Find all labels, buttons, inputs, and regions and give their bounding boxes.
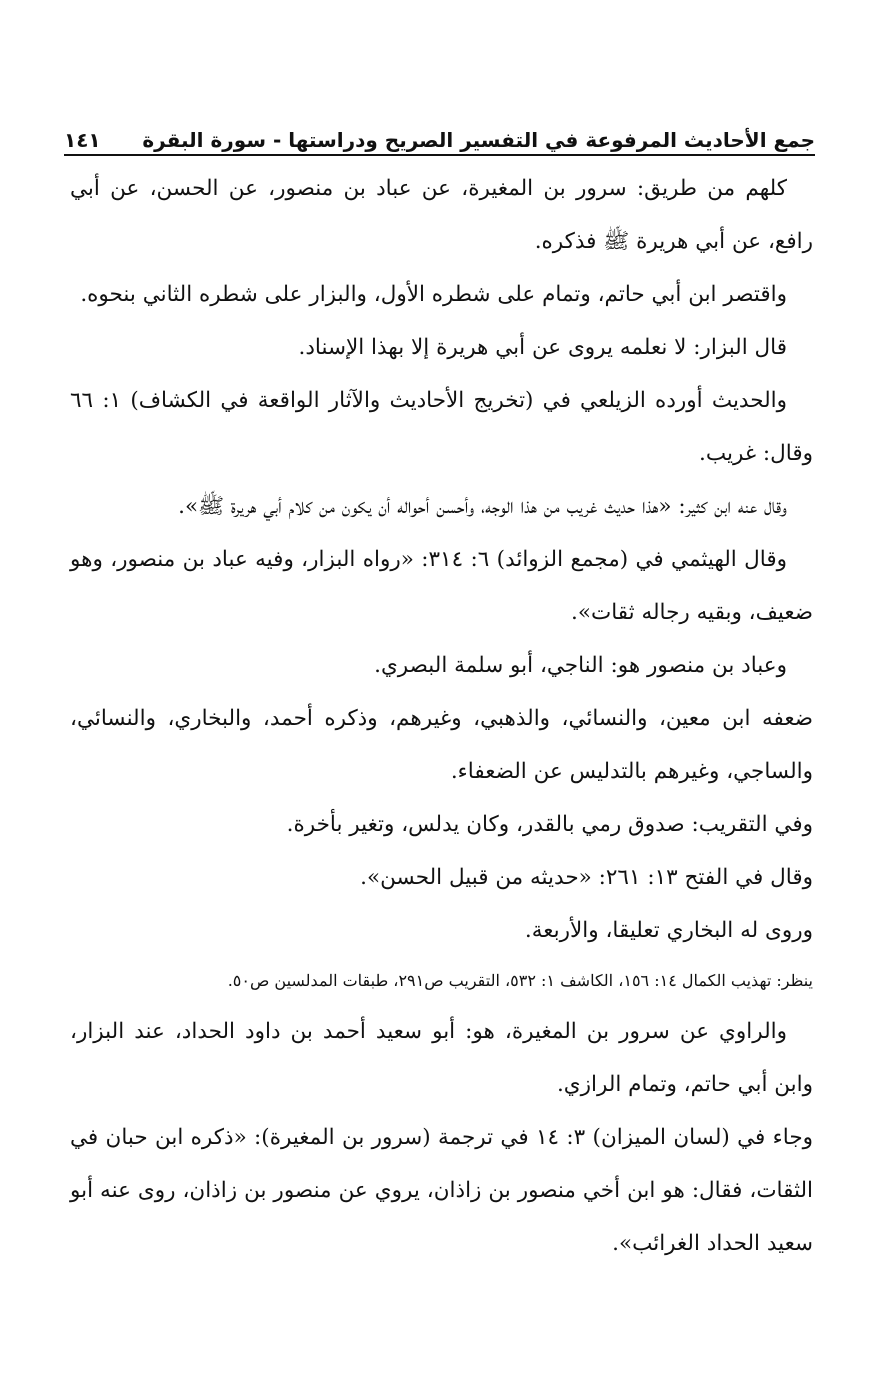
paragraph: والراوي عن سرور بن المغيرة، هو: أبو سعيد أحمد بن داود الحداد، عند البزار، وابن أبي حاتم، وتمام الرازي. bbox=[70, 1019, 813, 1097]
paragraph: وقال عنه ابن كثير: «هذا حديث غريب من هذا الوجه، وأحسن أحواله أن يكون من كلام أبي هريرة ﷺ». bbox=[178, 494, 787, 519]
paragraph: وروى له البخاري تعليقا، والأربعة. bbox=[524, 918, 813, 943]
paragraph: وفي التقريب: صدوق رمي بالقدر، وكان يدلس، وتغير بأخرة. bbox=[286, 812, 813, 837]
paragraph: وقال الهيثمي في (مجمع الزوائد) ٦: ٣١٤: «رواه البزار، وفيه عباد بن منصور، وهو ضعيف، وبقيه رجاله ثقات». bbox=[70, 547, 813, 625]
paragraph: والحديث أورده الزيلعي في (تخريج الأحاديث والآثار الواقعة في الكشاف) ١: ٦٦ وقال: غريب. bbox=[70, 388, 813, 466]
paragraph: ضعفه ابن معين، والنسائي، والذهبي، وغيرهم، وذكره أحمد، والبخاري، والنسائي، والساجي، وغيرهم بالتدليس عن الضعفاء. bbox=[70, 706, 813, 784]
page-number: ١٤١ bbox=[64, 128, 101, 152]
paragraph: وجاء في (لسان الميزان) ٣: ١٤ في ترجمة (سرور بن المغيرة): «ذكره ابن حبان في الثقات، فقال: هو ابن أخي منصور بن زاذان، يروي عن منصور بن زاذان، روى عنه أبو سعيد الحداد الغرائب». bbox=[70, 1125, 813, 1256]
paragraph: واقتصر ابن أبي حاتم، وتمام على شطره الأول، والبزار على شطره الثاني بنحوه. bbox=[80, 282, 787, 307]
paragraph: قال البزار: لا نعلمه يروى عن أبي هريرة إلا بهذا الإسناد. bbox=[298, 335, 787, 360]
paragraph: وقال في الفتح ١٣: ٢٦١: «حديثه من قبيل الحسن». bbox=[360, 865, 813, 890]
reference-note: ينظر: تهذيب الكمال ١٤: ١٥٦، الكاشف ١: ٥٣٢، التقريب ص٢٩١، طبقات المدلسين ص٥٠. bbox=[227, 971, 813, 990]
header-title: جمع الأحاديث المرفوعة في التفسير الصريح ودراستها - سورة البقرة bbox=[142, 128, 815, 152]
running-header bbox=[64, 112, 815, 156]
paragraph: كلهم من طريق: سرور بن المغيرة، عن عباد بن منصور، عن الحسن، عن أبي رافع، عن أبي هريرة ﷺ فذكره. bbox=[70, 176, 813, 254]
paragraph: وعباد بن منصور هو: الناجي، أبو سلمة البصري. bbox=[374, 653, 787, 678]
body-text bbox=[70, 162, 813, 1270]
